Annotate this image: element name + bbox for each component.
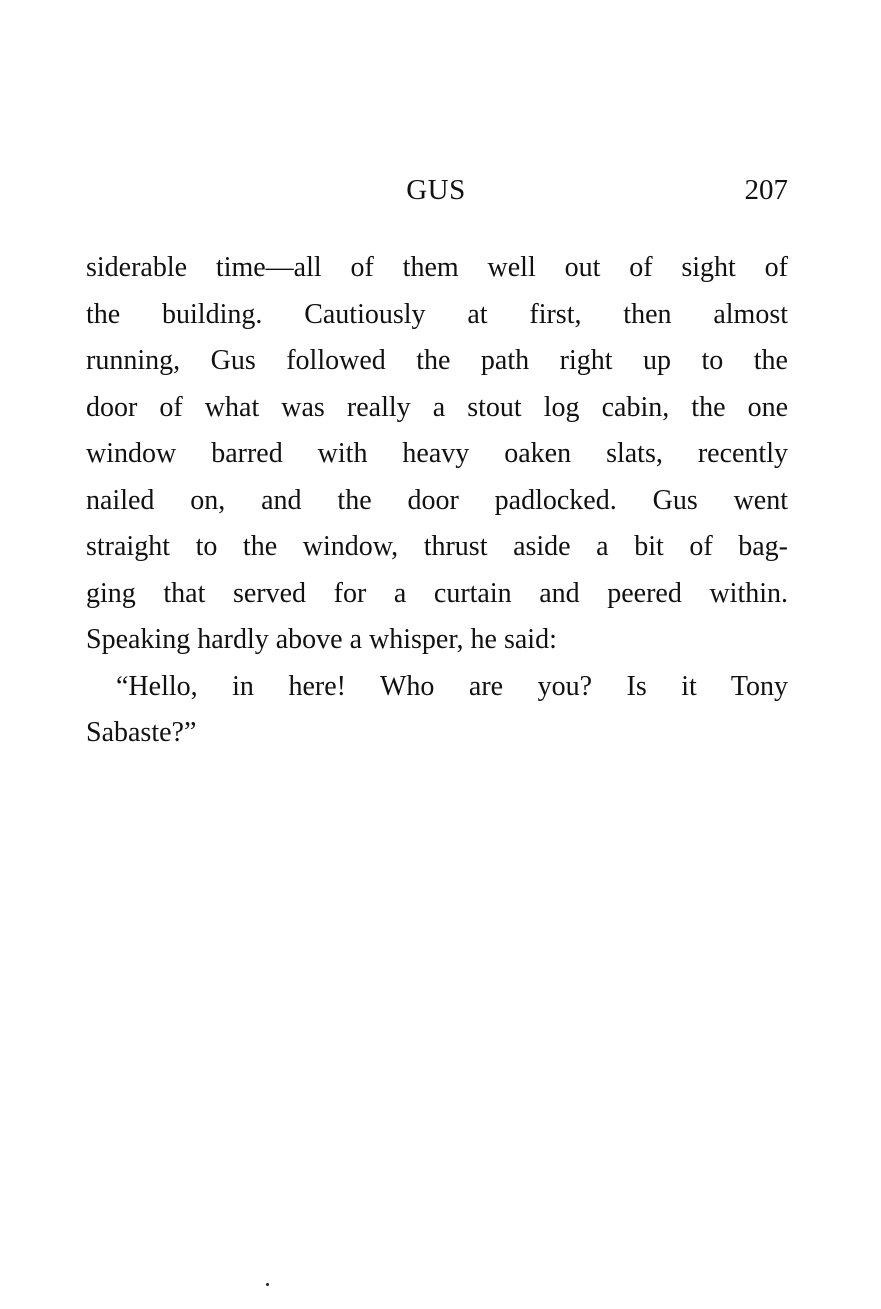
text-line: the building. Cautiously at first, then almost: [86, 298, 788, 330]
running-title: GUS: [406, 174, 466, 206]
ink-speck: [266, 1283, 269, 1286]
text-line: nailed on, and the door padlocked. Gus went: [86, 484, 788, 516]
text-line: ging that served for a curtain and peered within.: [86, 577, 788, 609]
text-line: Sabaste?”: [86, 717, 197, 748]
text-line: straight to the window, thrust aside a bit of bag-: [86, 531, 788, 562]
text-line: window barred with heavy oaken slats, recently: [86, 438, 788, 469]
text-line: Speaking hardly above a whisper, he said:: [86, 624, 557, 655]
text-line: “Hello, in here! Who are you? Is it Tony: [116, 670, 788, 702]
text-line: running, Gus followed the path right up to the: [86, 345, 788, 376]
text-line: siderable time—all of them well out of sight of: [86, 252, 788, 283]
running-head: [84, 170, 788, 210]
body-text: [86, 245, 788, 757]
text-line: door of what was really a stout log cabin, the one: [86, 391, 788, 423]
page-number: 207: [744, 174, 788, 206]
